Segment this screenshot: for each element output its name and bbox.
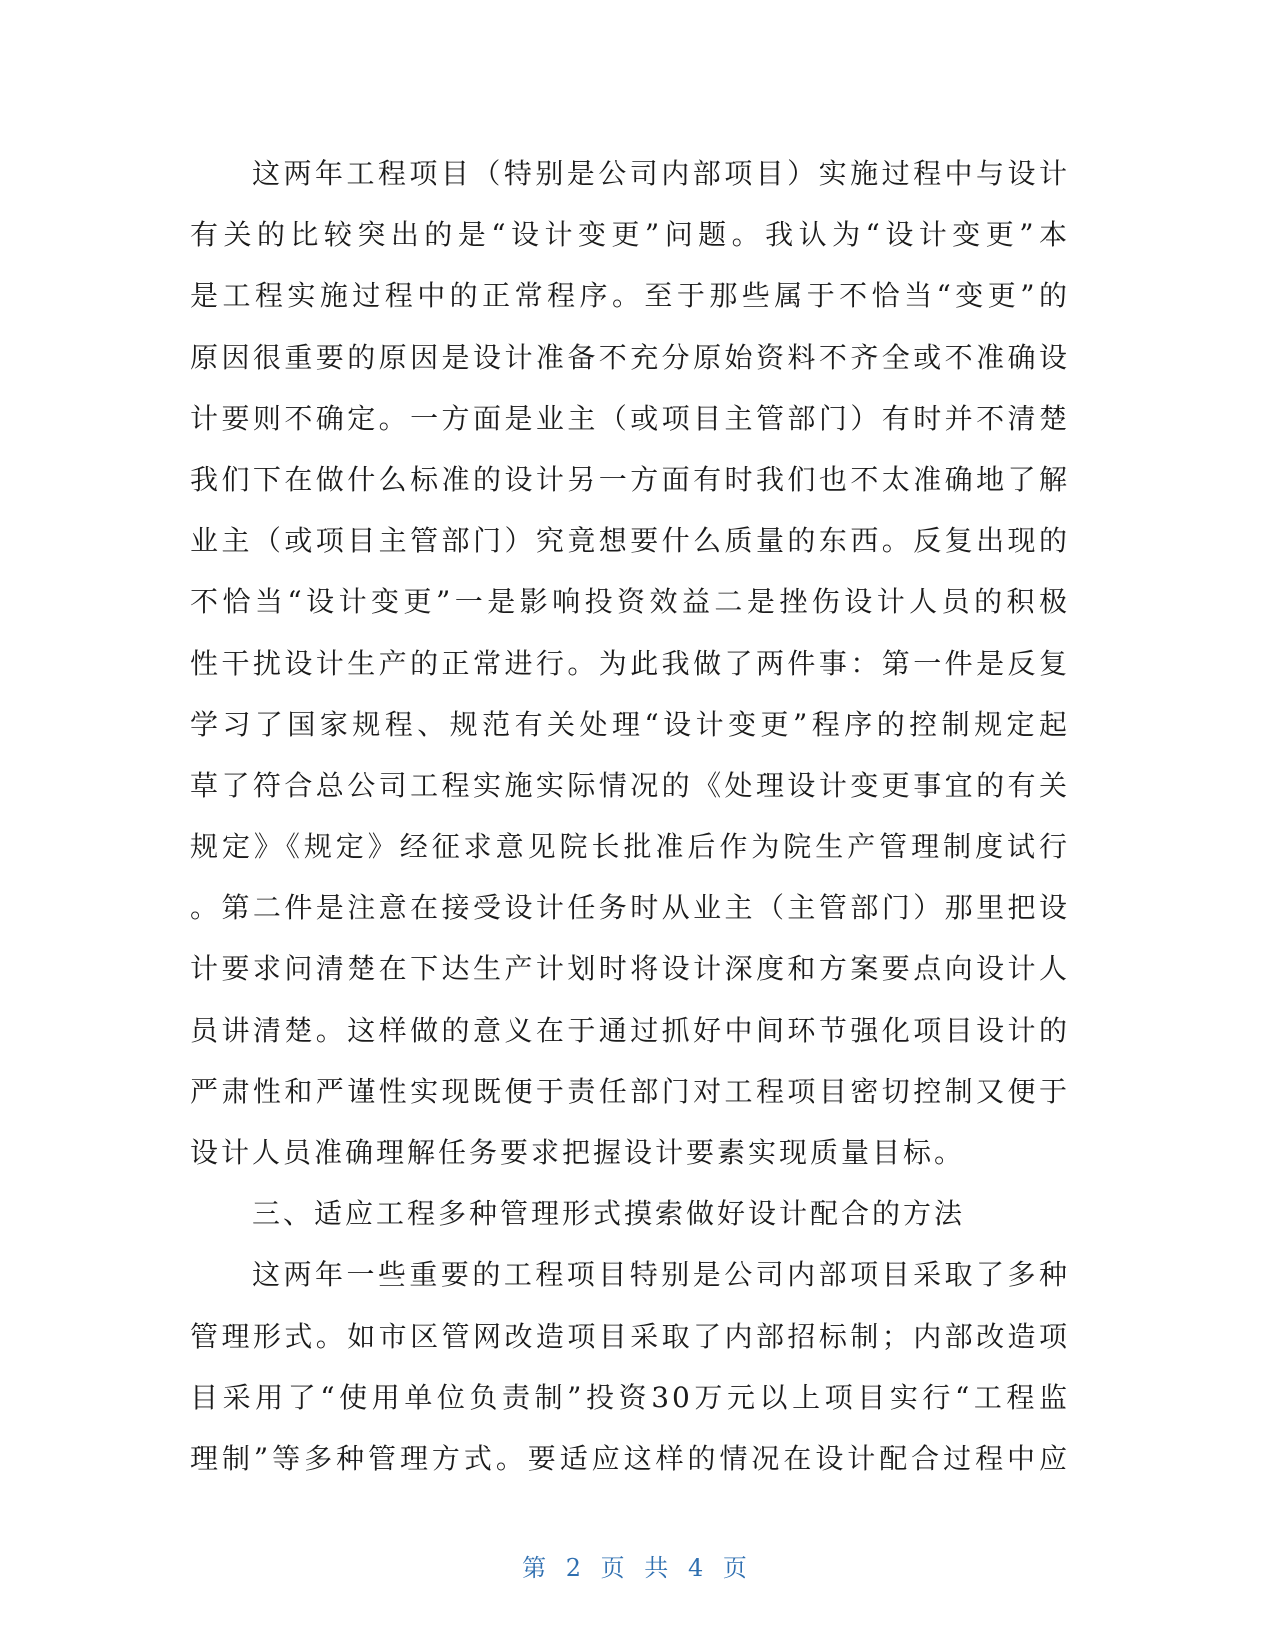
paragraph-line-17: 设计人员准确理解任务要求把握设计要素实现质量目标。 [190,1136,966,1169]
paragraph-line-16: 严肃性和严谨性实现既便于责任部门对工程项目密切控制又便于 [190,1074,1070,1108]
paragraph-line-19: 这两年一些重要的工程项目特别是公司内部项目采取了多种 [252,1258,1070,1292]
paragraph-line-8: 不恰当“设计变更”一是影响投资效益二是挫伤设计人员的积极 [190,585,1070,619]
body-text [190,143,1070,1489]
paragraph-line-12: 规定》《规定》经征求意见院长批准后作为院生产管理制度试行 [190,830,1070,864]
paragraph-line-2: 有关的比较突出的是“设计变更”问题。我认为“设计变更”本 [190,218,1070,252]
paragraph-line-4: 原因很重要的原因是设计准备不充分原始资料不齐全或不准确设 [190,340,1070,374]
paragraph-line-11: 草了符合总公司工程实施实际情况的《处理设计变更事宜的有关 [190,768,1070,802]
section-heading: 三、适应工程多种管理形式摸索做好设计配合的方法 [252,1197,966,1231]
page-footer [0,1548,1275,1583]
paragraph-line-9: 性干扰设计生产的正常进行。为此我做了两件事：第一件是反复 [190,646,1070,680]
paragraph-line-21: 目采用了“使用单位负责制”投资30万元以上项目实行“工程监 [190,1380,1070,1414]
paragraph-line-6: 我们下在做什么标准的设计另一方面有时我们也不太准确地了解 [190,462,1070,496]
paragraph-line-20: 管理形式。如市区管网改造项目采取了内部招标制；内部改造项 [190,1319,1070,1353]
paragraph-line-1: 这两年工程项目（特别是公司内部项目）实施过程中与设计 [252,157,1070,190]
paragraph-line-14: 计要求问清楚在下达生产计划时将设计深度和方案要点向设计人 [190,952,1070,986]
page-number-label: 第 2 页 共 4 页 [522,1554,753,1582]
paragraph-line-13: 。第二件是注意在接受设计任务时从业主（主管部门）那里把设 [190,891,1070,925]
paragraph-line-22: 理制”等多种管理方式。要适应这样的情况在设计配合过程中应 [190,1441,1070,1475]
paragraph-line-7: 业主（或项目主管部门）究竟想要什么质量的东西。反复出现的 [190,524,1070,558]
paragraph-line-5: 计要则不确定。一方面是业主（或项目主管部门）有时并不清楚 [190,401,1070,435]
paragraph-line-15: 员讲清楚。这样做的意义在于通过抓好中间环节强化项目设计的 [190,1013,1070,1047]
paragraph-line-10: 学习了国家规程、规范有关处理“设计变更”程序的控制规定起 [190,707,1070,741]
paragraph-line-3: 是工程实施过程中的正常程序。至于那些属于不恰当“变更”的 [190,279,1070,313]
